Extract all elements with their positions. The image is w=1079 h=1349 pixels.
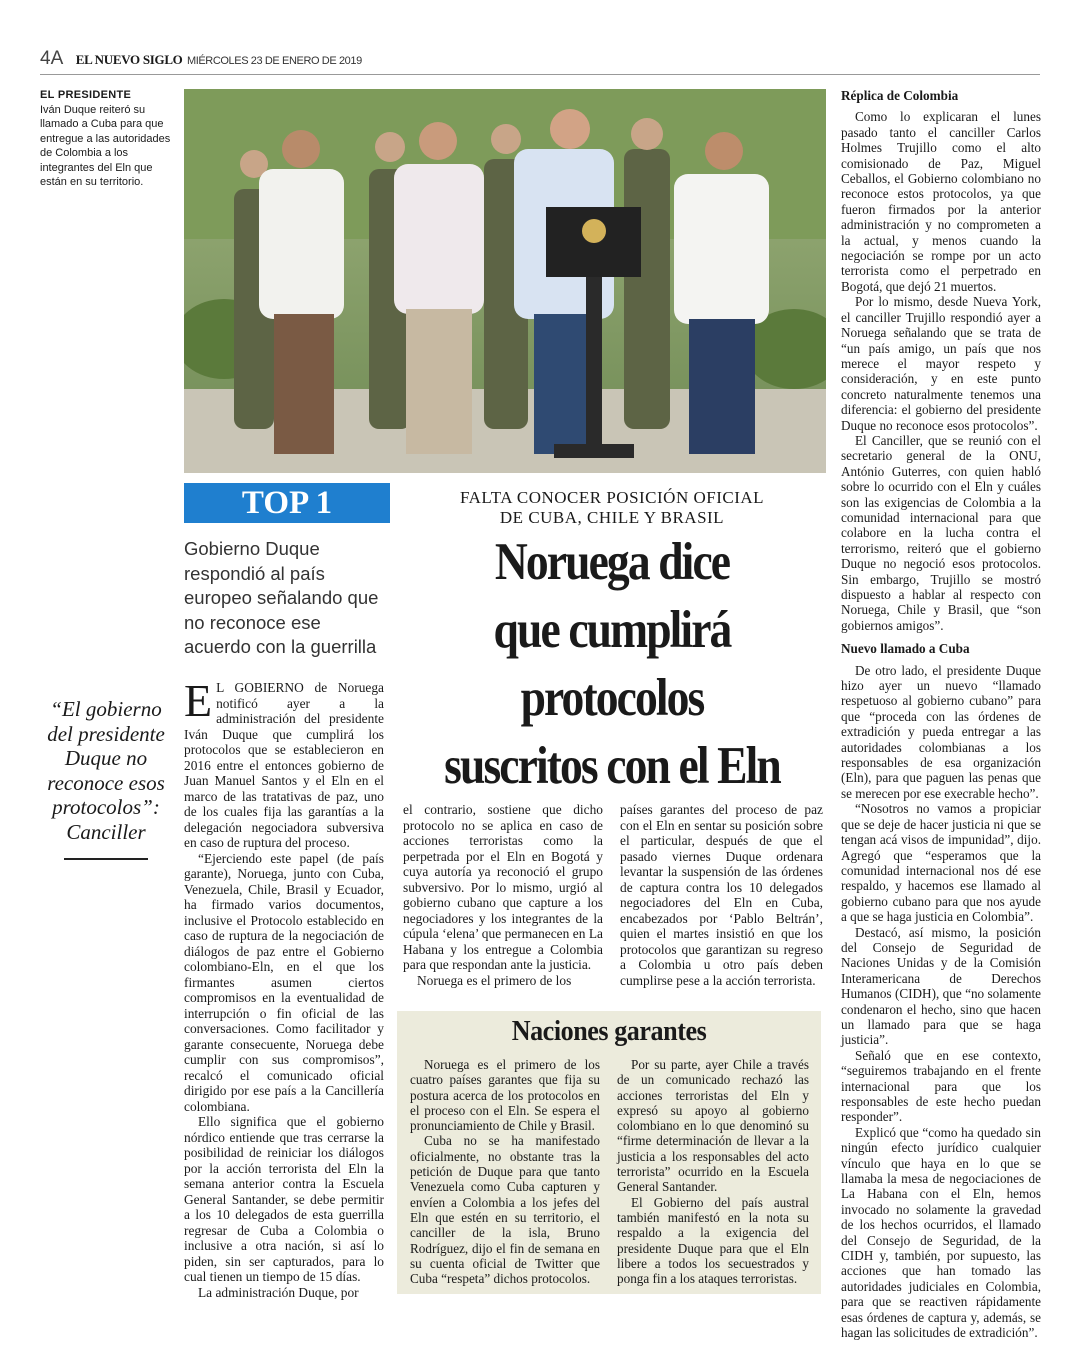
paragraph: De otro lado, el presidente Duque hizo ayer un nuevo “llamado respetuoso al gobierno cubano” para que “proceda con las órdenes de extradición y pueda entregar a las autoridades colombianas a los responsables de esa organización (Eln), para que paguen las penas que se merecen por ese execrable hecho”. — [841, 662, 1041, 801]
subhead-replica: Réplica de Colombia — [841, 88, 959, 103]
page-header — [40, 48, 1040, 75]
pull-quote-text: “El gobierno del presidente Duque no reconoce esos protocolos”: Canciller — [47, 697, 165, 844]
paragraph: Como lo explicaran el lunes pasado tanto el canciller Carlos Holmes Trujillo como el alto comisionado de Paz, Miguel Ceballos, el Gobierno colombiano no reconoce estos protocolos, ya que fueron firmados por la anterior administración y no comprometen a la actual, y menos cuando la negociación se rompe por un acto terrorista como el perpetrado en Bogotá, que dejó 21 muertos. — [841, 109, 1041, 294]
paragraph: “Nosotros no vamos a propiciar que se deje de hacer justicia ni que se tengan acá visos de impunidad”, dijo. Agregó que “esperamos que la comunidad internacional nos dé ese respaldo, y hacemos ese llamado al gobierno cubano para que nos ayude a que se haga justicia en Colombia”. — [841, 801, 1041, 925]
article-column-2 — [403, 802, 603, 988]
paragraph: La administración Duque, por — [198, 1284, 359, 1300]
paragraph: el contrario, sostiene que dicho protocolo no se aplica en caso de acciones terroristas como la perpetrada por el Eln en Bogotá y cuya autoría ya reconoció el grupo subversivo. Por lo mismo, urgió al gobierno cubano que capture a los negociadores y los integrantes de la cúpula ‘elena’ que permanecen en La Habana y los entregue a Colombia para que respondan ante la justicia. — [403, 802, 603, 972]
press-conference-photo — [184, 89, 826, 473]
kicker — [404, 488, 820, 528]
top-badge — [184, 483, 390, 523]
paragraph: Por lo mismo, desde Nueva York, el canciller Trujillo respondió ayer a Noruega señalando que se trata de “un país amigo, un país que nos merece el mayor respeto y consideración, y en este punto concreto naturalmente tenemos una diferencia: el gobierno del presidente Duque no reconoce esos protocolos”. — [841, 294, 1041, 433]
headline-line-3: protocolos — [520, 669, 704, 727]
subhead-nuevo-llamado: Nuevo llamado a Cuba — [841, 641, 970, 657]
top-badge-label: TOP 1 — [241, 485, 333, 521]
issue-date: MIÉRCOLES 23 DE ENERO DE 2019 — [186, 55, 362, 67]
paragraph: “Ejerciendo este papel (de país garante), Noruega, junto con Cuba, Venezuela, Chile, Brasil y Ecuador, ha firmado varios documentos, inclusive el Protocolo establecido en caso de ruptura de la negociación de diálogos de paz entre el Gobierno colombiano-Eln, en el que los firmantes asumen ciertos compromisos en la eventualidad de interrupción o fin oficial de las conversaciones. Como facilitador y garante consecuente, Noruega debe cumplir con sus compromisos”, recalcó el comunicado oficial dirigido por ese país a la Cancillería colombiana. — [184, 850, 384, 1114]
paragraph: El Gobierno del país austral también manifestó en la nota su respaldo a la exigencia del presidente Duque para que el Eln libere a todos los secuestrados y ponga fin a los ataques terroristas. — [617, 1194, 809, 1287]
headline-line-2: que cumplirá — [493, 601, 731, 659]
kicker-line-1: FALTA CONOCER POSICIÓN OFICIAL — [459, 488, 765, 507]
kicker-line-2: DE CUBA, CHILE Y BRASIL — [499, 508, 725, 527]
article-column-3 — [620, 802, 823, 988]
paragraph: Explicó que “como ha quedado sin ningún efecto jurídico cualquier vínculo que haya en lo que se llamaba la mesa de negociaciones de La Habana con el Eln, hemos invocado no solamente la gravedad de los hechos ocurridos, el llamado del Consejo de Seguridad, de la CIDH y, también, por supuesto, las acciones que han tomado las autoridades judiciales en Colombia, para que se reactiven rápidamente esas órdenes de captura y, además, se hagan las solicitudes de extradición”. — [841, 1124, 1041, 1341]
sidebar-column-right — [617, 1057, 809, 1286]
main-photo — [184, 89, 826, 473]
headline-line-4: suscritos con el Eln — [444, 737, 780, 795]
paragraph: Ello significa que el gobierno nórdico entiende que tras cerrarse la posibilidad de reiniciar los diálogos por la acción terrorista del Eln la semana anterior contra la Escuela General Santander, se debe permitir a los 10 delegados de esta guerrilla regresar de Cuba a Colombia o inclusive a otra nación, si así lo piden, sin ser capturados, para lo cual tienen un tiempo de 15 días. — [184, 1114, 384, 1284]
paragraph: Noruega es el primero de los — [417, 972, 572, 988]
paragraph: Noruega es el primero de los cuatro países garantes que fija su postura acerca de los protocolos en el proceso con el Eln. Se espera el pronunciamiento de Chile y Brasil. — [410, 1057, 600, 1134]
photo-caption — [40, 88, 178, 190]
paragraph: El Canciller, que se reunió con el secretario general de la ONU, António Guterres, con quien habló sobre lo ocurrido con el Eln y cuáles son las exigencias de Colombia a la comunidad internacional para que colabore en la lucha contra el terrorismo, reiteró que el gobierno Duque no negoció esos protocolos. Sin embargo, Trujillo se mostró dispuesto a hablar al respecto con Noruega, Chile y Brasil, que “son gobiernos amigos”. — [841, 432, 1041, 633]
sidebar-box — [397, 1011, 821, 1294]
sidebar-title: Naciones garantes — [511, 1015, 707, 1047]
paragraph: Señaló que en ese contexto, “seguiremos trabajando en el frente internacional para que los responsables de este hecho puedan responder”. — [841, 1047, 1041, 1125]
headline — [428, 528, 796, 800]
article-column-1 — [184, 675, 384, 1300]
dropcap: E — [184, 675, 213, 726]
sidebar-column-left — [410, 1057, 600, 1286]
caption-text: Iván Duque reiteró su llamado a Cuba para que entregue a las autoridades de Colombia a los integrantes del Eln que están en su territorio. — [40, 103, 171, 188]
paragraph: Cuba no se ha manifestado oficialmente, no obstante tras la petición de Duque para que tanto Venezuela como Cuba capturen y envíen a Colombia a los jefes del Eln que estén en su territorio, el canciller de la isla, Bruno Rodríguez, dijo el fin de semana en su cuenta oficial de Twitter que Cuba “respeta” dichos protocolos. — [410, 1133, 600, 1287]
lead-paragraph: E L GOBIERNO de Noruega notificó ayer a la administración del presidente Iván Duque que cumplirá los protocolos que se establecieron en 2016 entre el entonces gobierno de Juan Manuel Santos y el Eln en el marco de las tratativas de paz, uno de los cuales fija las garantías a la delegación negociadora subversiva en caso de ruptura del proceso. — [184, 675, 384, 850]
right-column — [841, 88, 1041, 1341]
paper-name: EL NUEVO SIGLO — [75, 52, 183, 67]
paragraph: Por su parte, ayer Chile a través de un comunicado rechazó las acciones terroristas del Eln y expresó su apoyo al gobierno colombiano en lo que denominó su “firme determinación de llevar a la justicia a los responsables del acto terrorista” ocurrido en la Escuela General Santander. — [617, 1057, 809, 1195]
paragraph: países garantes del proceso de paz con el Eln en sentar su posición sobre el particular, después de que el pasado viernes Duque ordenara levantar la suspensión de las órdenes de captura contra los 10 delegados negociadores del Eln en Cuba, encabezados por ‘Pablo Beltrán’, quien el martes insistió en que los protocolos que garantizan su regreso a Colombia u otro país deben cumplirse pese a la acción terrorista. — [620, 802, 823, 988]
page-number: 4A — [40, 48, 64, 69]
pull-quote-rule — [64, 858, 148, 860]
headline-line-1: Noruega dice — [494, 533, 730, 591]
caption-title: EL PRESIDENTE — [40, 89, 132, 101]
top-summary: Gobierno Duque respondió al país europeo señalando que no reconoce ese acuerdo con la guerrilla — [184, 538, 379, 657]
paragraph: Destacó, así mismo, la posición del Consejo de Seguridad de Naciones Unidas y de la Comisión Interamericana de Derechos Humanos (CIDH), que “no solamente condenaron el hecho, sino que hacen un llamado para que se haga justicia”. — [841, 924, 1041, 1048]
pull-quote — [36, 697, 176, 860]
